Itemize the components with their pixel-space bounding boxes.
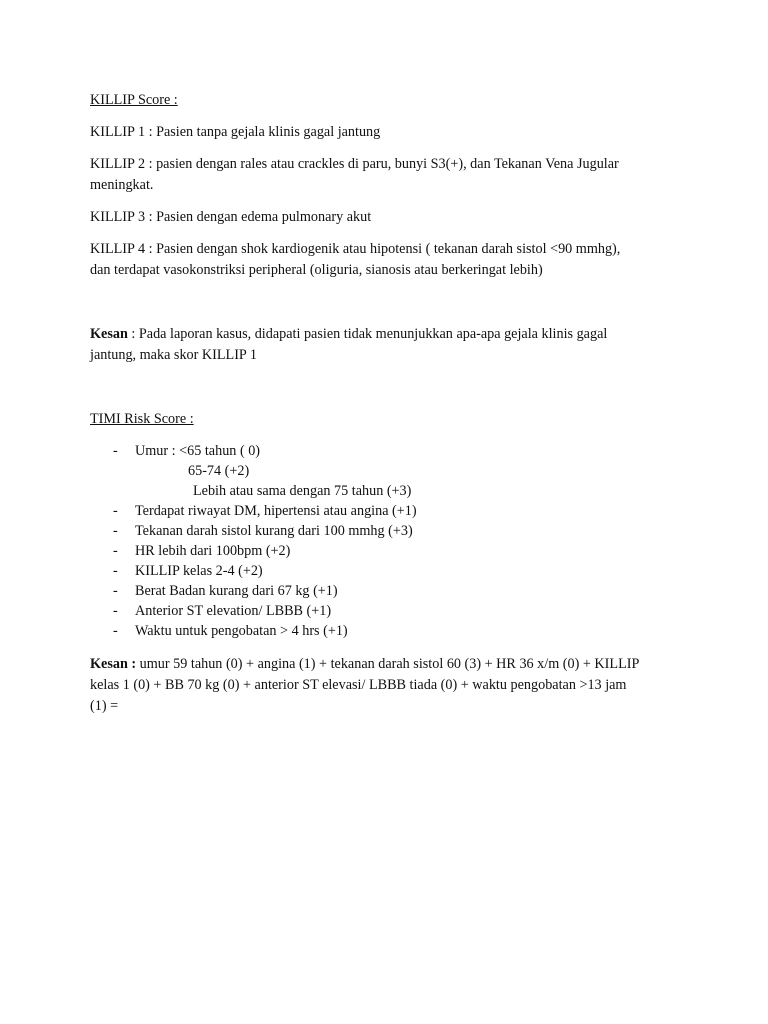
timi-item: Tekanan darah sistol kurang dari 100 mmhg (+3) [135,523,413,539]
killip-3-text: KILLIP 3 : Pasien dengan edema pulmonary akut [90,209,372,225]
timi-item: KILLIP kelas 2-4 (+2) [135,563,263,579]
killip-2-text-line2: meningkat. [90,177,154,193]
bullet-dash: - [113,563,118,579]
timi-item: HR lebih dari 100bpm (+2) [135,543,291,559]
timi-item: Anterior ST elevation/ LBBB (+1) [135,603,332,619]
timi-item-umur: Umur : <65 tahun ( 0) [135,443,261,459]
bullet-dash: - [113,503,118,519]
kesan-killip-line1 [90,324,607,344]
timi-item: Waktu untuk pengobatan > 4 hrs (+1) [135,623,348,639]
bullet-dash: - [113,583,118,599]
timi-heading: TIMI Risk Score : [90,411,194,427]
timi-item: Terdapat riwayat DM, hipertensi atau angina (+1) [135,503,417,519]
kesan-timi-line1 [90,654,639,674]
killip-2-text-line1: KILLIP 2 : pasien dengan rales atau crackles di paru, bunyi S3(+), dan Tekanan Vena Jugular [90,156,619,172]
kesan-timi-text: umur 59 tahun (0) + angina (1) + tekanan darah sistol 60 (3) + HR 36 x/m (0) + KILLIP [136,656,640,672]
killip-4-text-line2: dan terdapat vasokonstriksi peripheral (oliguria, sianosis atau berkeringat lebih) [90,262,543,278]
kesan-killip-line2: jantung, maka skor KILLIP 1 [90,347,257,363]
bullet-dash: - [113,603,118,619]
bullet-dash: - [113,543,118,559]
killip-4-text-line1: KILLIP 4 : Pasien dengan shok kardiogenik atau hipotensi ( tekanan darah sistol <90 mmhg), [90,241,621,257]
timi-item-umur-range2: 65-74 (+2) [188,463,250,479]
kesan-label: Kesan : [90,656,137,672]
killip-heading: KILLIP Score : [90,92,178,108]
timi-item: Berat Badan kurang dari 67 kg (+1) [135,583,338,599]
kesan-timi-line3: (1) = [90,698,119,714]
kesan-timi-line2: kelas 1 (0) + BB 70 kg (0) + anterior ST elevasi/ LBBB tiada (0) + waktu pengobatan >13 jam [90,677,627,693]
kesan-label: Kesan [90,326,128,342]
bullet-dash: - [113,443,118,459]
kesan-killip-text: : Pada laporan kasus, didapati pasien tidak menunjukkan apa-apa gejala klinis gagal [127,326,608,342]
bullet-dash: - [113,523,118,539]
timi-item-umur-range3: Lebih atau sama dengan 75 tahun (+3) [193,483,412,499]
killip-1-text: KILLIP 1 : Pasien tanpa gejala klinis gagal jantung [90,124,381,140]
bullet-dash: - [113,623,118,639]
